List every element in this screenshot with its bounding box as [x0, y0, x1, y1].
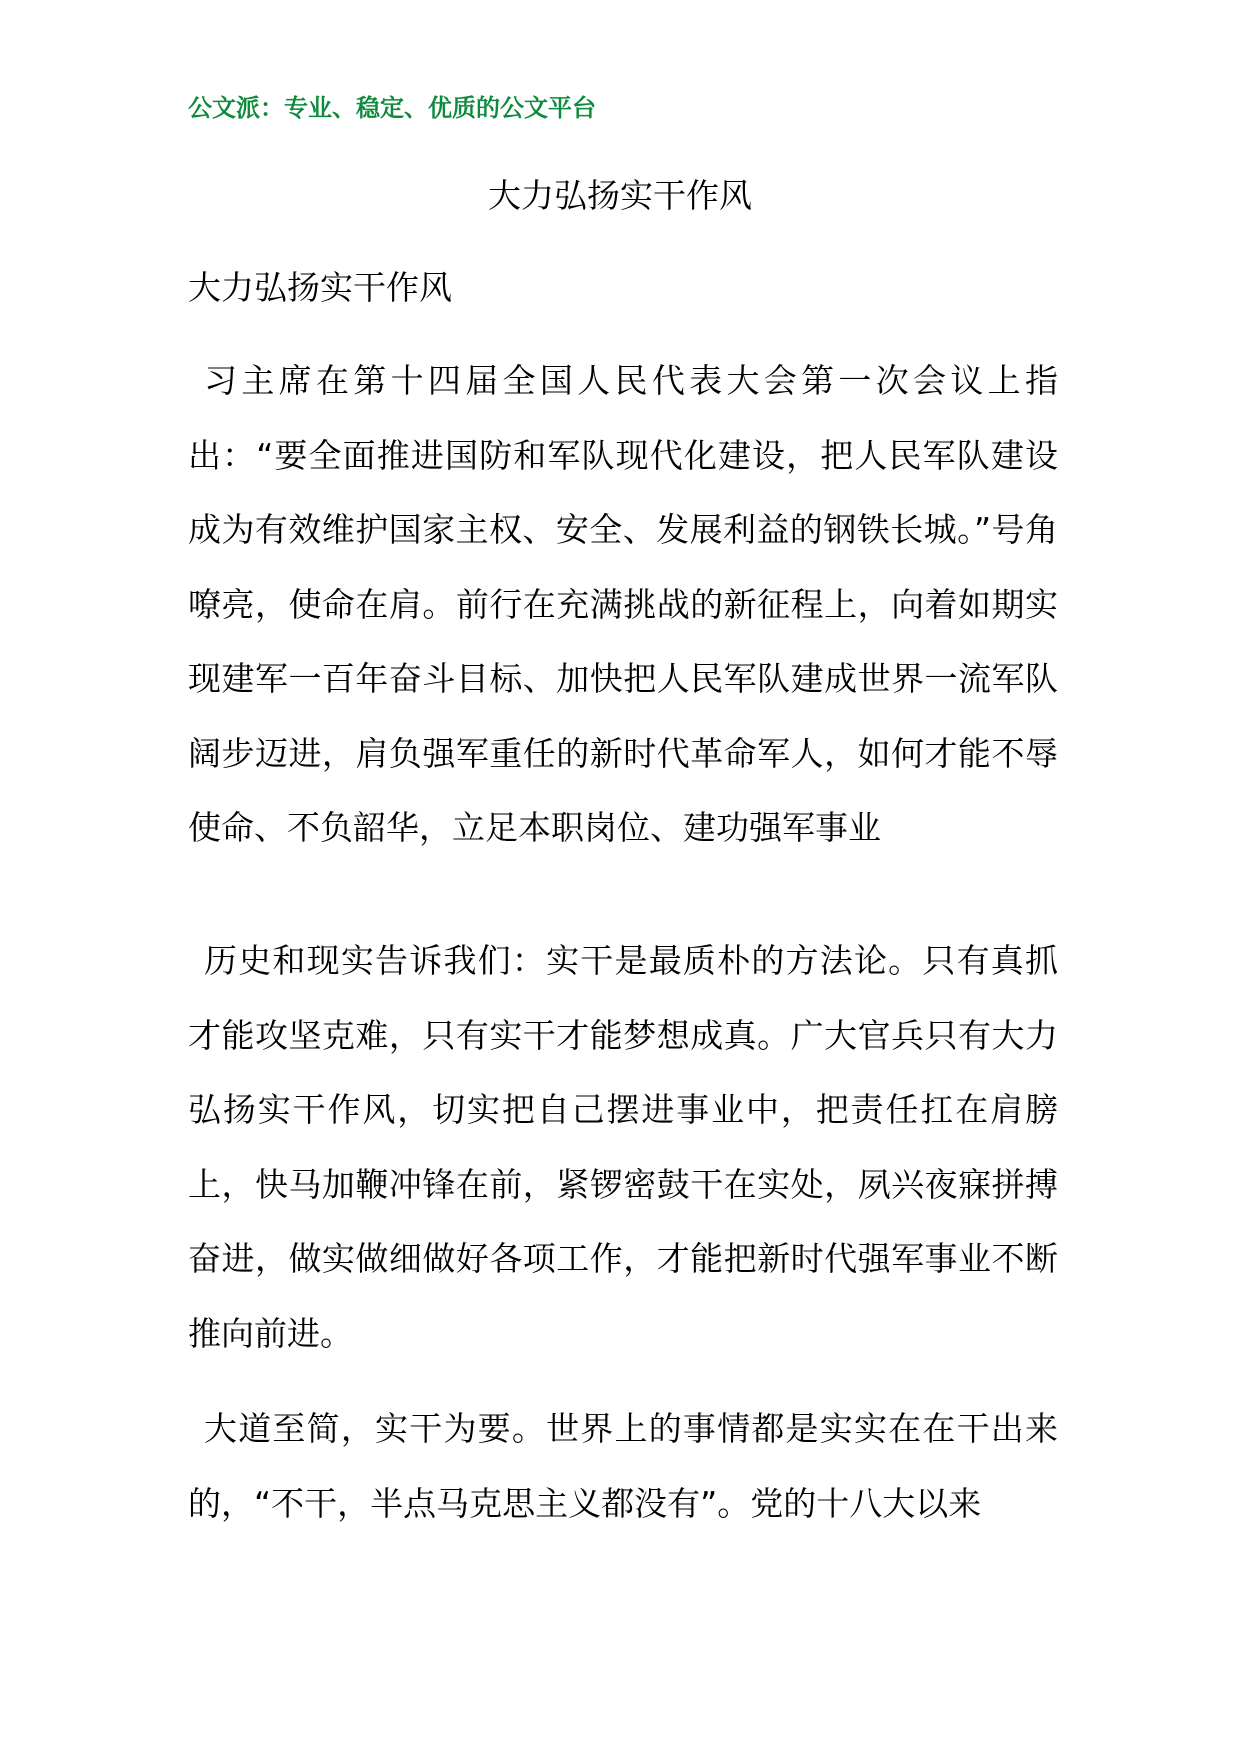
platform-header: 公文派：专业、稳定、优质的公文平台	[188, 94, 596, 122]
paragraph-2: 历史和现实告诉我们：实干是最质朴的方法论。只有真抓才能攻坚克难，只有实干才能梦想成真。广大官兵只有大力弘扬实干作风，切实把自己摆进事业中，把责任扛在肩膀上，快马加鞭冲锋在前，紧锣密鼓干在实处，夙兴夜寐拼搏奋进，做实做细做好各项工作，才能把新时代强军事业不断推向前进。	[188, 941, 1058, 1353]
document-title: 大力弘扬实干作风	[488, 176, 752, 215]
document-subtitle: 大力弘扬实干作风	[188, 268, 452, 307]
paragraph-1: 习主席在第十四届全国人民代表大会第一次会议上指出：“要全面推进国防和军队现代化建设，把人民军队建设成为有效维护国家主权、安全、发展利益的钢铁长城。”号角嘹亮，使命在肩。前行在充满挑战的新征程上，向着如期实现建军一百年奋斗目标、加快把人民军队建成世界一流军队阔步迈进，肩负强军重任的新时代革命军人，如何才能不辱使命、不负韶华，立足本职岗位、建功强军事业	[188, 361, 1058, 847]
paragraph-3: 大道至简，实干为要。世界上的事情都是实实在在干出来的，“不干，半点马克思主义都没有”。党的十八大以来	[188, 1409, 1058, 1523]
